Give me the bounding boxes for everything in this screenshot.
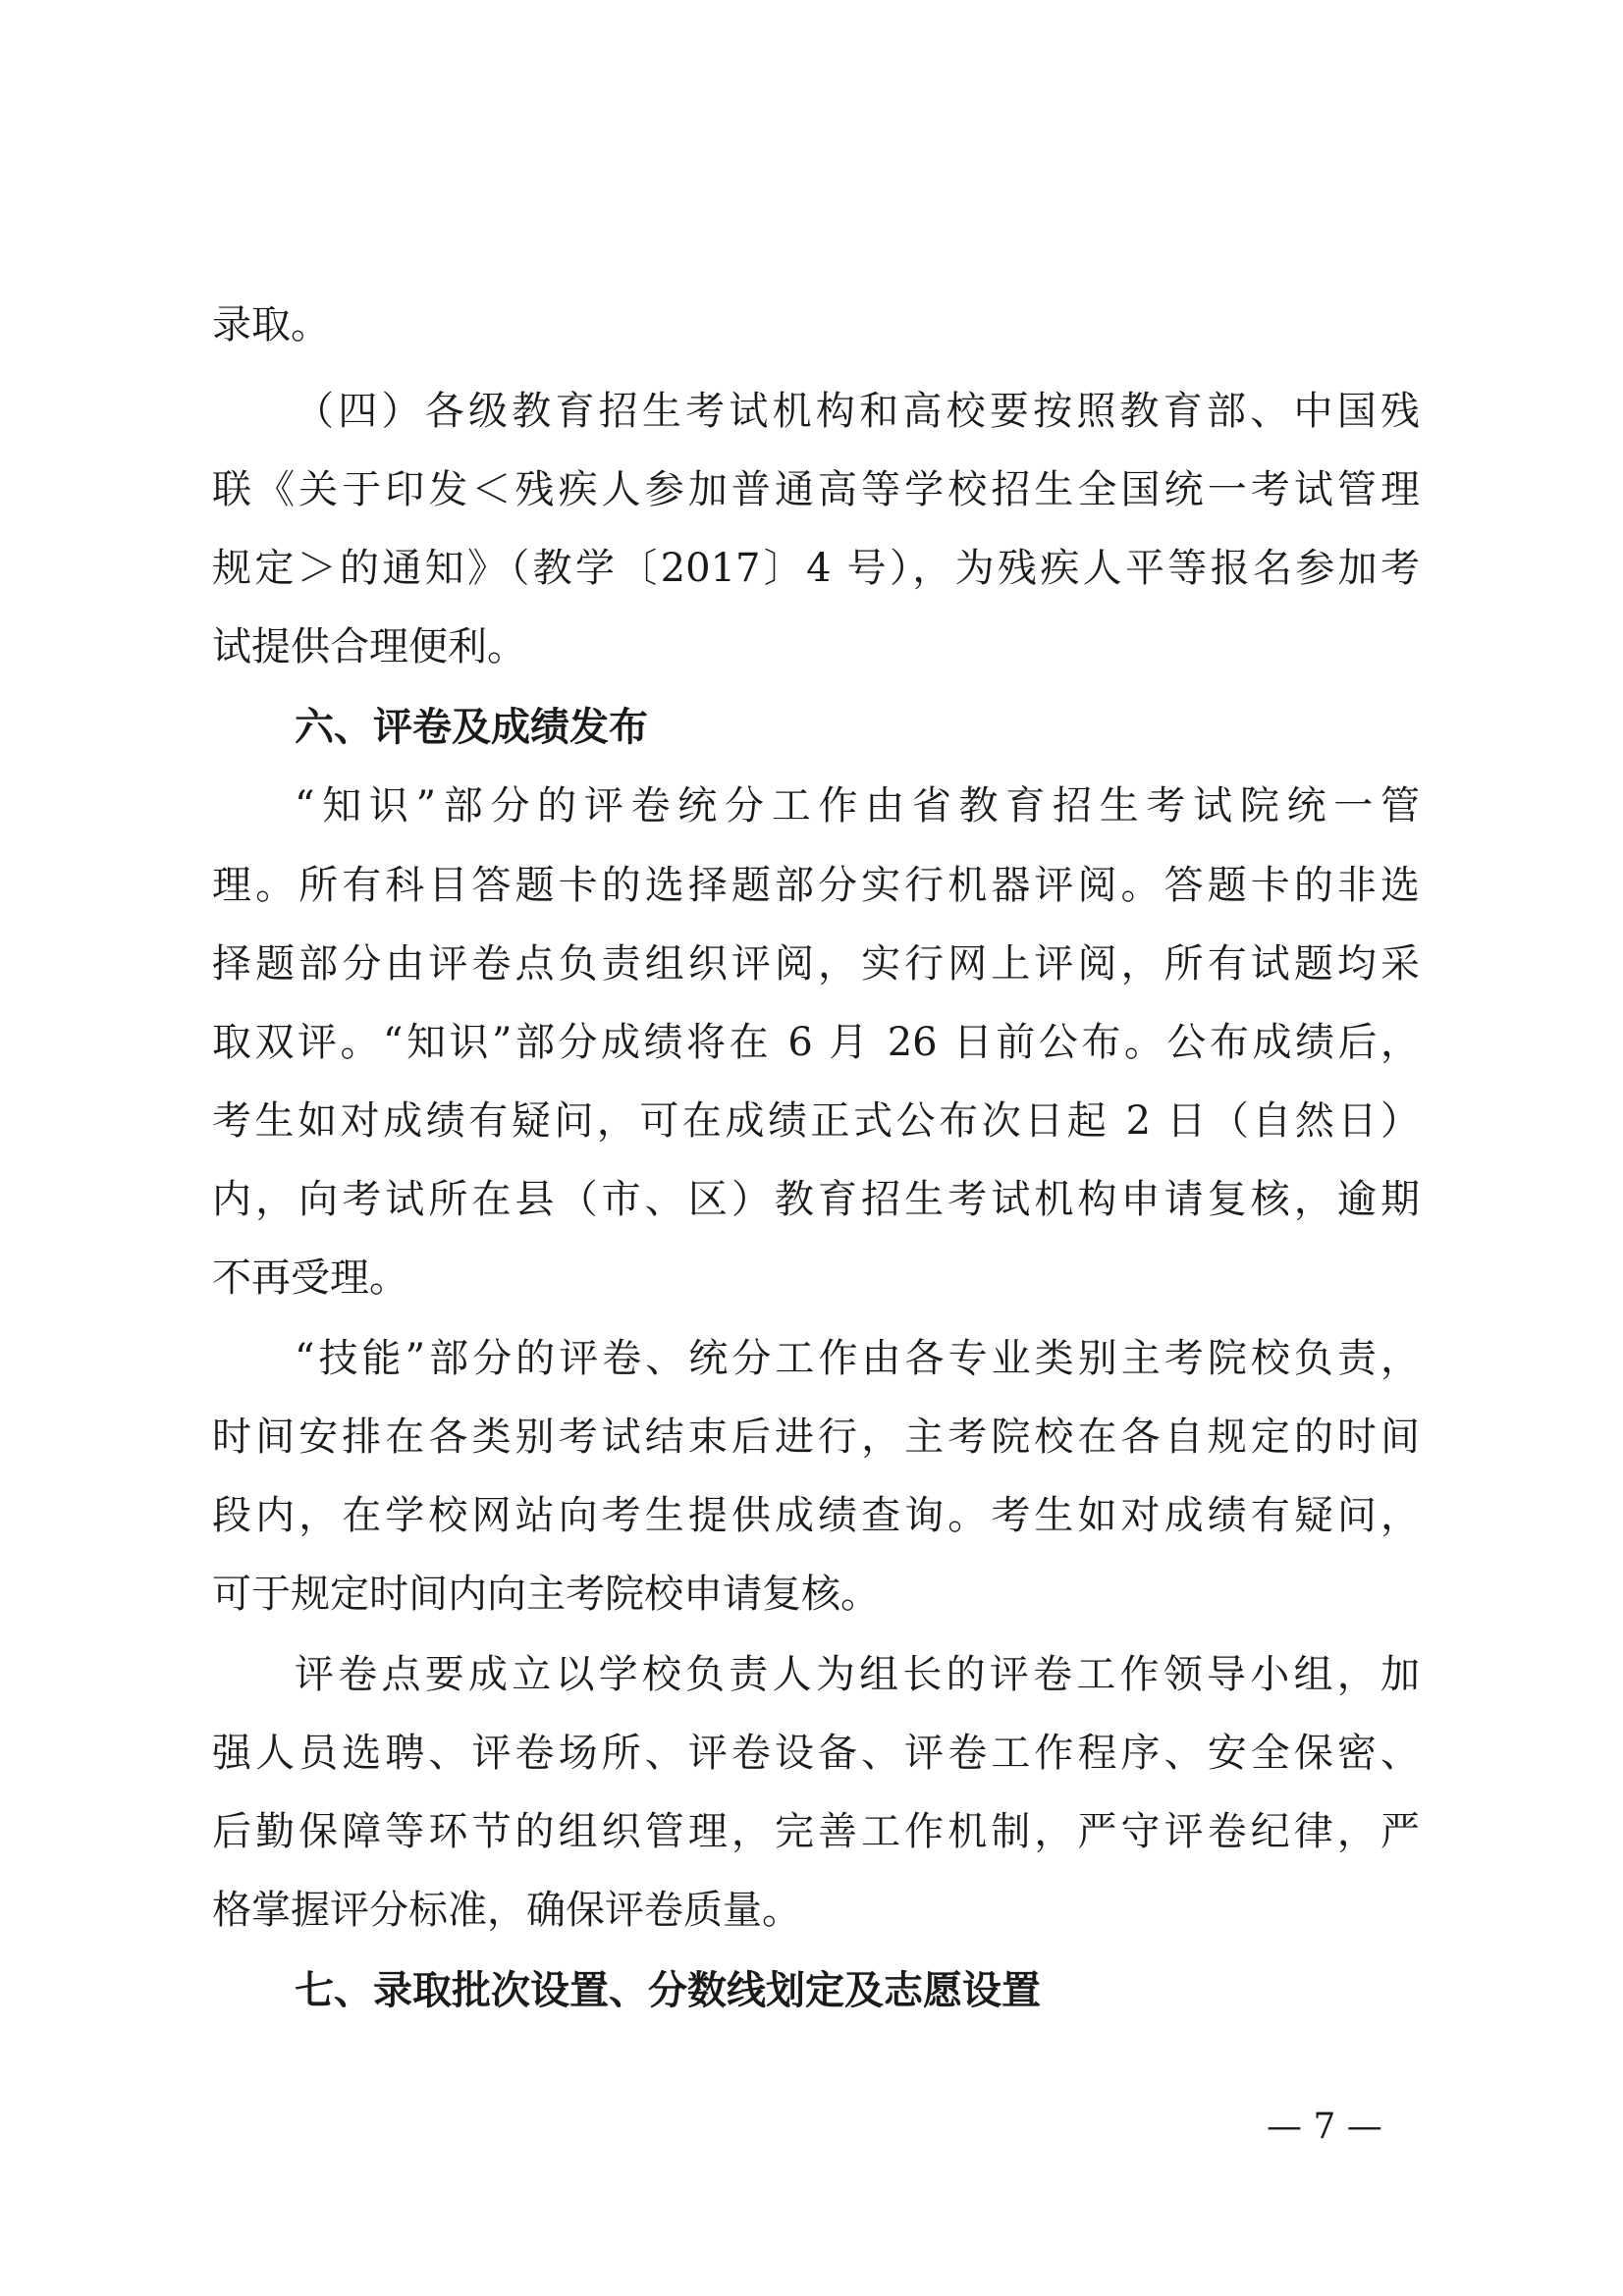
paragraph-line: 时间安排在各类别考试结束后进行，主考院校在各自规定的时间 xyxy=(212,1415,1420,1460)
paragraph-line: 可于规定时间内向主考院校申请复核。 xyxy=(212,1572,880,1617)
paragraph-line: 择题部分由评卷点负责组织评阅，实行网上评阅，所有试题均采 xyxy=(212,941,1420,987)
paragraph-line: 联《关于印发＜残疾人参加普通高等学校招生全国统一考试管理 xyxy=(212,467,1420,512)
paragraph-line: 规定＞的通知》（教学〔2017〕4 号），为残疾人平等报名参加考 xyxy=(212,546,1420,591)
paragraph-line: 后勤保障等环节的组织管理，完善工作机制，严守评卷纪律，严 xyxy=(212,1809,1420,1854)
paragraph-line: 考生如对成绩有疑问，可在成绩正式公布次日起 2 日（自然日） xyxy=(212,1098,1420,1144)
paragraph-line: （四）各级教育招生考试机构和高校要按照教育部、中国残 xyxy=(295,389,1420,434)
paragraph-line: 段内，在学校网站向考生提供成绩查询。考生如对成绩有疑问， xyxy=(212,1493,1420,1538)
paragraph-line: 取双评。“知识”部分成绩将在 6 月 26 日前公布。公布成绩后， xyxy=(212,1020,1420,1065)
paragraph-line: 强人员选聘、评卷场所、评卷设备、评卷工作程序、安全保密、 xyxy=(212,1731,1420,1776)
section-heading-7: 七、录取批次设置、分数线划定及志愿设置 xyxy=(295,1968,1041,2013)
paragraph-line: 格掌握评分标准，确保评卷质量。 xyxy=(212,1888,801,1933)
paragraph-line: “技能”部分的评卷、统分工作由各专业类别主考院校负责， xyxy=(295,1336,1420,1381)
paragraph-line: 录取。 xyxy=(212,302,330,347)
page-number: — 7 — xyxy=(1267,2107,1382,2147)
paragraph-line: 试提供合理便利。 xyxy=(212,624,526,669)
paragraph-line: 不再受理。 xyxy=(212,1255,408,1301)
paragraph-line: 评卷点要成立以学校负责人为组长的评卷工作领导小组，加 xyxy=(295,1652,1420,1697)
paragraph-line: “知识”部分的评卷统分工作由省教育招生考试院统一管 xyxy=(295,783,1420,828)
paragraph-line: 内，向考试所在县（市、区）教育招生考试机构申请复核，逾期 xyxy=(212,1177,1420,1222)
paragraph-line: 理。所有科目答题卡的选择题部分实行机器评阅。答题卡的非选 xyxy=(212,863,1420,908)
section-heading-6: 六、评卷及成绩发布 xyxy=(295,705,648,750)
